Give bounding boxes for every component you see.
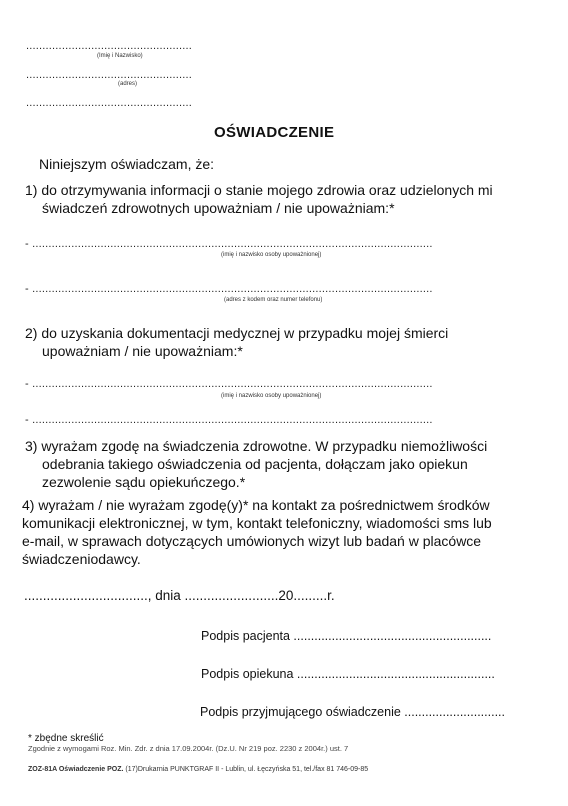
footnote-strike: * zbędne skreślić bbox=[28, 733, 104, 744]
item4-line3: e-mail, w sprawach dotyczących umówionych wizyt lub badań w placówce bbox=[22, 533, 482, 549]
name-caption: (Imię i Nazwisko) bbox=[97, 53, 143, 59]
item2-caption1: (imię i nazwisko osoby upoważnionej) bbox=[221, 393, 322, 399]
item1-caption1: (imię i nazwisko osoby upoważnionej) bbox=[221, 252, 322, 258]
form-code: ZOZ-81A Oświadczenie POZ. bbox=[28, 766, 124, 773]
item1-fill2: - ........................................................................................................................... bbox=[25, 283, 433, 295]
item3-line1: 3) wyrażam zgodę na świadczenia zdrowotne. W przypadku niemożliwości bbox=[25, 438, 488, 454]
item2-line2: upoważniam / nie upoważniam:* bbox=[42, 343, 243, 359]
intro-text: Niniejszym oświadczam, że: bbox=[39, 156, 215, 172]
item4-line4: świadczeniodawcy. bbox=[22, 551, 141, 567]
item3-line2: odebrania takiego oświadczenia od pacjenta, dołączam jako opiekun bbox=[42, 456, 468, 472]
legal-reference: Zgodnie z wymogami Roz. Min. Zdr. z dnia 17.09.2004r. (Dz.U. Nr 219 poz. 2230 z 2004r.) ust. 7 bbox=[28, 744, 349, 753]
form-code-line bbox=[28, 766, 368, 773]
printer-info: (17)Drukarnia PUNKTGRAF II - Lublin, ul. Łęczyńska 51, tel./fax 81 746-09-85 bbox=[125, 766, 369, 773]
signature-patient: Podpis pacjenta ......................................................... bbox=[201, 629, 492, 643]
item1-caption2: (adres z kodem oraz numer telefonu) bbox=[224, 297, 323, 303]
item4-line1: 4) wyrażam / nie wyrażam zgodę(y)* na kontakt za pośrednictwem środków bbox=[22, 497, 490, 513]
name-line: ................................................... bbox=[26, 40, 193, 52]
address-line-1: ................................................... bbox=[26, 69, 193, 81]
address-caption: (adres) bbox=[118, 81, 138, 87]
signature-guardian: Podpis opiekuna ......................................................... bbox=[201, 667, 495, 681]
item2-fill2: - ........................................................................................................................... bbox=[25, 414, 433, 426]
item1-line1: 1) do otrzymywania informacji o stanie mojego zdrowia oraz udzielonych mi bbox=[25, 182, 493, 198]
item3-line3: zezwolenie sądu opiekuńczego.* bbox=[42, 474, 246, 490]
item1-line2: świadczeń zdrowotnych upoważniam / nie upoważniam:* bbox=[42, 200, 395, 216]
address-line-2: ................................................... bbox=[26, 97, 193, 109]
date-line: ................................., dnia .........................20.........r. bbox=[24, 588, 335, 603]
item4-line2: komunikacji elektronicznej, w tym, kontakt telefoniczny, wiadomości sms lub bbox=[22, 515, 492, 531]
item2-fill1: - ........................................................................................................................... bbox=[25, 378, 433, 390]
document-title: OŚWIADCZENIE bbox=[214, 124, 335, 141]
signature-receiver: Podpis przyjmującego oświadczenie ............................. bbox=[200, 705, 505, 719]
item1-fill1: - ........................................................................................................................... bbox=[25, 238, 433, 250]
item2-line1: 2) do uzyskania dokumentacji medycznej w przypadku mojej śmierci bbox=[25, 325, 449, 341]
